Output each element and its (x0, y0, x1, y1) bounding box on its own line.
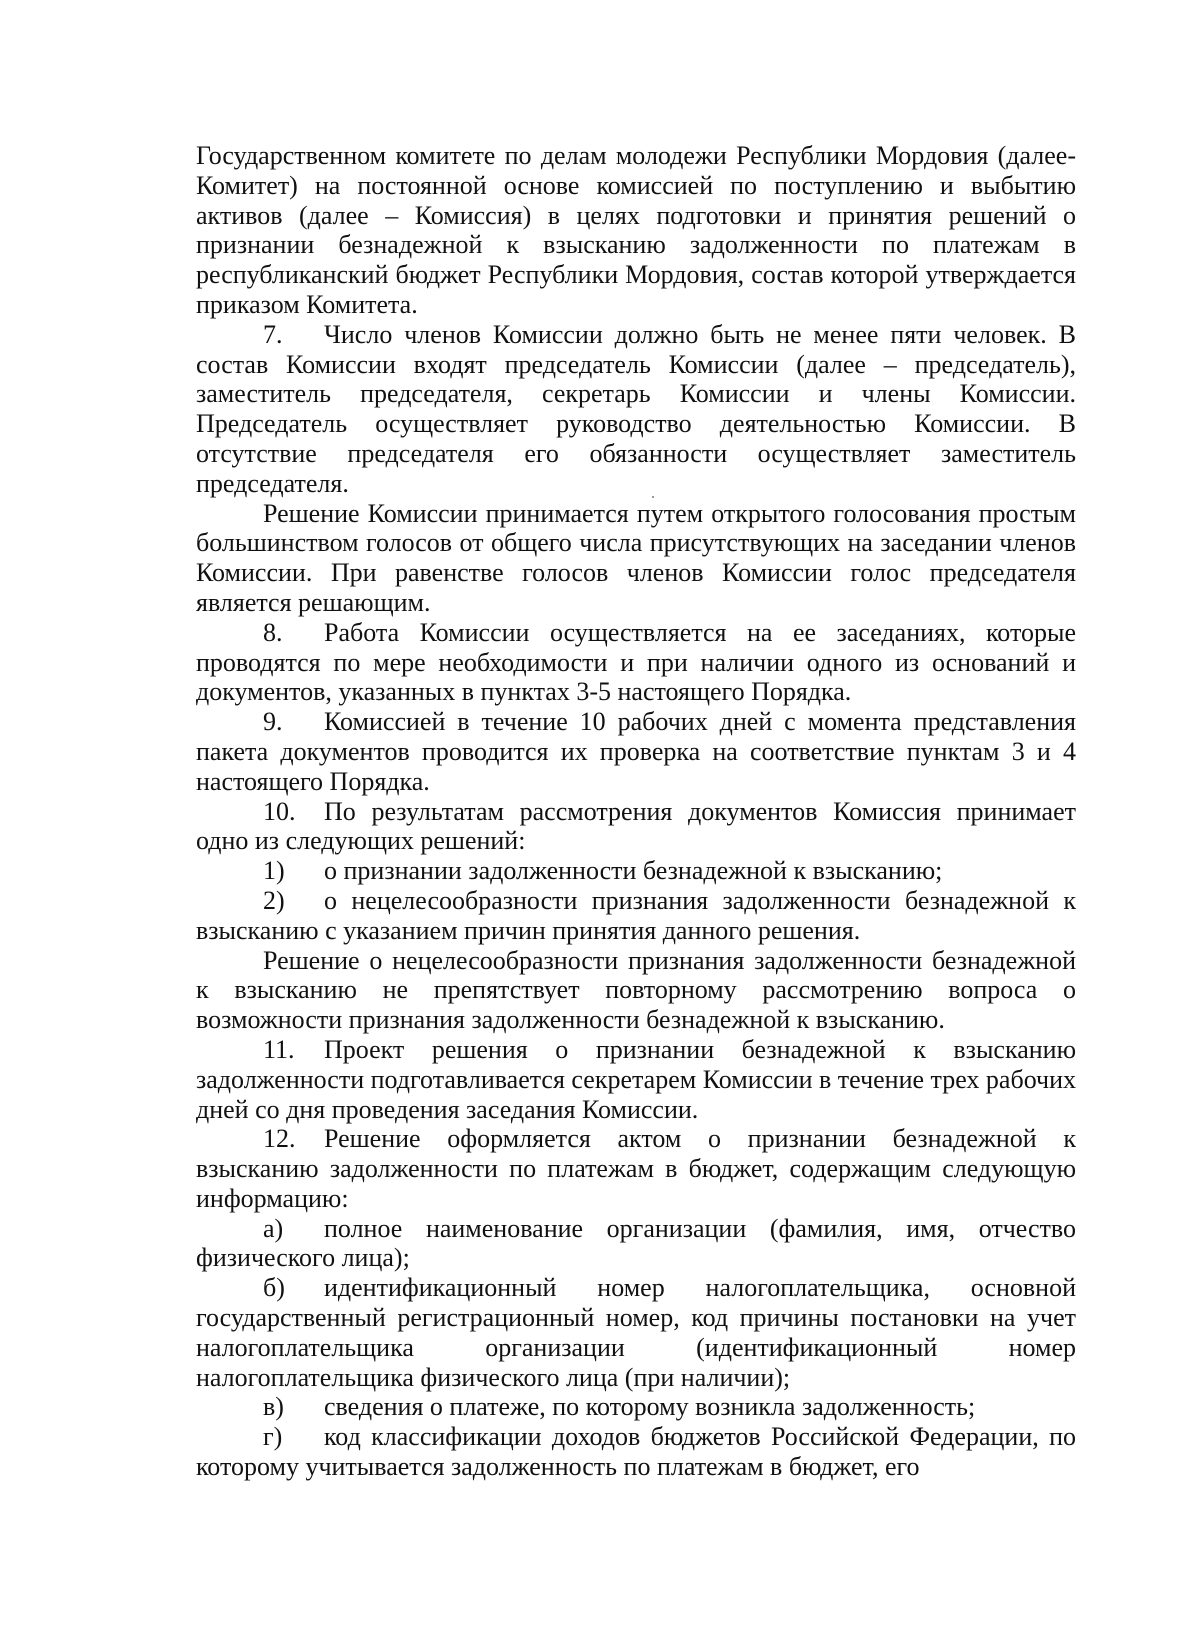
paragraph-text: Комиссией в течение 10 рабочих дней с момента представления пакета документов проводится их проверка на соответствие пунктам 3 и 4 настоящего Порядка. (196, 707, 1076, 796)
item-number: 12. (263, 1124, 296, 1154)
paragraph-item-12 (196, 1124, 1076, 1213)
paragraph-item-9 (196, 707, 1076, 796)
paragraph-item-10 (196, 797, 1076, 857)
subitem-number: 1) (263, 856, 285, 886)
paragraph-text: Решение Комиссии принимается путем открытого голосования простым большинством голосов от общего числа присутствующих на заседании членов Комиссии. При равенстве голосов членов Комиссии голос председателя является решающим. (196, 498, 1076, 617)
document-page (196, 141, 1076, 1482)
subitem-number: б) (263, 1273, 285, 1303)
scan-speck (652, 496, 654, 498)
subitem-g (196, 1422, 1076, 1482)
item-number: 8. (263, 617, 283, 647)
paragraph-inexpediency (196, 946, 1076, 1035)
paragraph-text: о нецелесообразности признания задолженности безнадежной к взысканию с указанием причин принятия данного решения. (196, 885, 1076, 945)
paragraph-text: сведения о платеже, по которому возникла задолженность; (324, 1392, 976, 1422)
paragraph-item-7 (196, 320, 1076, 499)
subitem-1 (196, 856, 1076, 886)
paragraph-decision-voting (196, 499, 1076, 618)
paragraph-text: Число членов Комиссии должно быть не менее пяти человек. В состав Комиссии входят председатель Комиссии (далее – председатель), заместитель председателя, секретарь Комиссии и члены Комиссии. Председатель осуществляет руководство деятельностью Комиссии. В отсутствие председателя его обязанности осуществляет заместитель председателя. (196, 319, 1076, 498)
subitem-a (196, 1214, 1076, 1274)
subitem-b (196, 1273, 1076, 1392)
subitem-number: а) (263, 1213, 284, 1243)
paragraph-text: Государственном комитете по делам молодежи Республики Мордовия (далее- Комитет) на постоянной основе комиссией по поступлению и выбытию активов (далее – Комиссия) в целях подготовки и принятия решений о признании безнадежной к взысканию задолженности по платежам в республиканский бюджет Республики Мордовия, состав которой утверждается приказом Комитета. (196, 141, 1076, 319)
paragraph-text: Проект решения о признании безнадежной к взысканию задолженности подготавливается секретарем Комиссии в течение трех рабочих дней со дня проведения заседания Комиссии. (196, 1034, 1077, 1124)
item-number: 9. (263, 707, 283, 737)
subitem-v (196, 1392, 1076, 1422)
paragraph-continuation (196, 141, 1076, 320)
paragraph-item-8 (196, 618, 1076, 707)
subitem-number: 2) (263, 885, 285, 915)
paragraph-text: Работа Комиссии осуществляется на ее заседаниях, которые проводятся по мере необходимости и при наличии одного из оснований и документов, указанных в пунктах 3-5 настоящего Порядка. (196, 617, 1076, 707)
subitem-2 (196, 886, 1076, 946)
item-number: 10. (263, 796, 296, 826)
paragraph-text: о признании задолженности безнадежной к взысканию; (324, 856, 943, 886)
subitem-number: г) (263, 1422, 283, 1452)
paragraph-text: По результатам рассмотрения документов Комиссия принимает одно из следующих решений: (196, 796, 1076, 856)
subitem-number: в) (263, 1392, 284, 1422)
paragraph-text: идентификационный номер налогоплательщика, основной государственный регистрационный номер, код причины постановки на учет налогоплательщика организации (идентификационный номер налогоплательщика физического лица (при наличии); (196, 1273, 1076, 1392)
paragraph-text: полное наименование организации (фамилия, имя, отчество физического лица); (196, 1213, 1076, 1273)
paragraph-text: Решение оформляется актом о признании безнадежной к взысканию задолженности по платежам в бюджет, содержащим следующую информацию: (196, 1124, 1076, 1213)
paragraph-text: код классификации доходов бюджетов Российской Федерации, по которому учитывается задолженность по платежам в бюджет, его (196, 1422, 1076, 1482)
paragraph-item-11 (196, 1035, 1076, 1124)
item-number: 11. (263, 1034, 295, 1064)
paragraph-text: Решение о нецелесообразности признания задолженности безнадежной к взысканию не препятствует повторному рассмотрению вопроса о возможности признания задолженности безнадежной к взысканию. (196, 945, 1076, 1035)
item-number: 7. (263, 319, 283, 349)
